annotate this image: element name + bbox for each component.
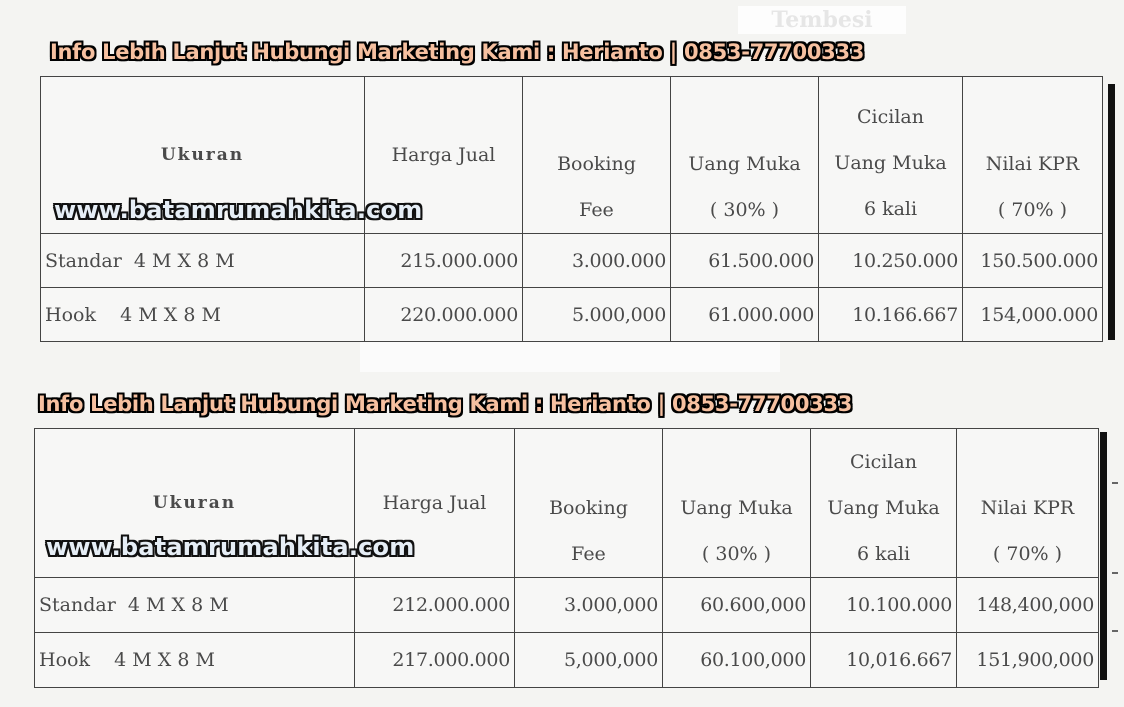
cell-uang-muka: 61.000.000 <box>671 288 819 342</box>
header-nilai-kpr <box>957 429 1099 578</box>
header-kpr-line1: Nilai KPR <box>985 153 1080 175</box>
cell-nilai-kpr: 150.500.000 <box>963 234 1103 288</box>
header-uang-muka <box>671 77 819 234</box>
header-uang-muka <box>663 429 811 578</box>
cell-cicilan: 10.250.000 <box>819 234 963 288</box>
header-harga-jual-label: Harga Jual <box>382 492 487 514</box>
cell-booking-fee: 5,000,000 <box>515 633 663 688</box>
table-row <box>41 234 1103 288</box>
table-row <box>41 288 1103 342</box>
cell-harga-jual: 220.000.000 <box>365 288 523 342</box>
header-booking-line1: Booking <box>557 153 636 175</box>
header-ukuran: Ukuran <box>35 429 355 578</box>
cell-uang-muka: 60.100,000 <box>663 633 811 688</box>
header-kpr-line1: Nilai KPR <box>980 497 1075 519</box>
header-booking-line2: Fee <box>571 543 606 565</box>
header-cicilan-line1: Cicilan <box>857 106 924 128</box>
header-cicilan-line3: 6 kali <box>863 198 918 220</box>
cell-uang-muka: 61.500.000 <box>671 234 819 288</box>
row-size: 4 M X 8 M <box>114 649 215 671</box>
cell-nilai-kpr: 154,000.000 <box>963 288 1103 342</box>
row-size: 4 M X 8 M <box>133 249 235 272</box>
header-harga-jual-label: Harga Jual <box>391 144 496 166</box>
marketing-info-banner: Info Lebih Lanjut Hubungi Marketing Kami : Herianto | 0853-77700333 <box>38 392 853 416</box>
scan-patch <box>360 338 780 372</box>
cell-harga-jual: 217.000.000 <box>355 633 515 688</box>
header-booking-line2: Fee <box>579 199 614 221</box>
table-row <box>35 578 1099 633</box>
header-cicilan-line1: Cicilan <box>850 451 917 473</box>
marketing-info-banner: Info Lebih Lanjut Hubungi Marketing Kami : Herianto | 0853-77700333 <box>50 40 865 64</box>
header-cicilan-line3: 6 kali <box>856 543 911 565</box>
row-size: 4 M X 8 M <box>120 303 221 326</box>
header-cicilan <box>811 429 957 578</box>
header-booking-fee <box>523 77 671 234</box>
header-ukuran: Ukuran <box>41 77 365 234</box>
cell-cicilan: 10.166.667 <box>819 288 963 342</box>
website-watermark: www.batamrumahkita.com <box>46 533 415 561</box>
header-booking-line1: Booking <box>549 497 628 519</box>
header-nilai-kpr <box>963 77 1103 234</box>
header-cicilan-line2: Uang Muka <box>834 152 947 174</box>
scan-edge-tick <box>1112 482 1118 484</box>
row-type: Hook <box>45 303 96 326</box>
header-uang-muka-line1: Uang Muka <box>688 153 801 175</box>
header-uang-muka-line1: Uang Muka <box>680 497 793 519</box>
cell-nilai-kpr: 148,400,000 <box>957 578 1099 633</box>
cell-cicilan: 10.100.000 <box>811 578 957 633</box>
row-type-size <box>41 234 365 288</box>
row-size: 4 M X 8 M <box>127 594 229 616</box>
cell-booking-fee: 3.000,000 <box>515 578 663 633</box>
header-cicilan <box>819 77 963 234</box>
row-type: Standar <box>45 249 122 272</box>
cell-harga-jual: 212.000.000 <box>355 578 515 633</box>
cell-booking-fee: 5.000,000 <box>523 288 671 342</box>
row-type-size <box>41 288 365 342</box>
header-kpr-line2: ( 70% ) <box>992 543 1063 565</box>
table-row <box>35 633 1099 688</box>
header-cicilan-line2: Uang Muka <box>827 497 940 519</box>
row-type: Hook <box>39 649 90 671</box>
scan-edge-bar <box>1100 432 1107 680</box>
header-uang-muka-line2: ( 30% ) <box>709 199 780 221</box>
cell-booking-fee: 3.000.000 <box>523 234 671 288</box>
row-type: Standar <box>39 594 116 616</box>
scan-edge-tick <box>1112 630 1118 632</box>
header-uang-muka-line2: ( 30% ) <box>701 543 772 565</box>
scan-edge-tick <box>1112 572 1118 574</box>
header-kpr-line2: ( 70% ) <box>997 199 1068 221</box>
cell-nilai-kpr: 151,900,000 <box>957 633 1099 688</box>
cell-harga-jual: 215.000.000 <box>365 234 523 288</box>
row-type-size <box>35 578 355 633</box>
scan-edge-bar <box>1108 84 1115 340</box>
row-type-size <box>35 633 355 688</box>
header-booking-fee <box>515 429 663 578</box>
website-watermark: www.batamrumahkita.com <box>54 196 423 224</box>
faint-location-word: Tembesi <box>738 6 906 34</box>
cell-cicilan: 10,016.667 <box>811 633 957 688</box>
cell-uang-muka: 60.600,000 <box>663 578 811 633</box>
